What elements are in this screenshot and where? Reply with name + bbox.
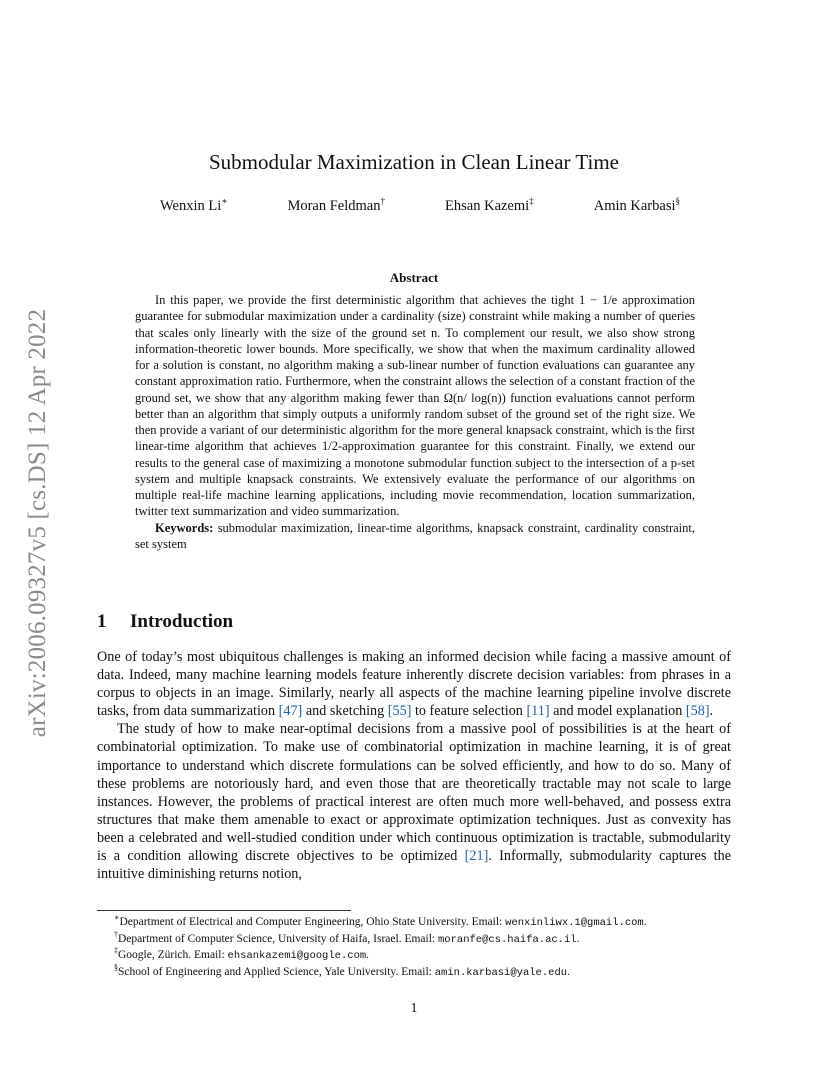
email-link[interactable]: ehsankazemi@google.com xyxy=(227,950,367,962)
text-run: . xyxy=(709,703,714,720)
keywords-text: submodular maximization, linear-time algorithms, knapsack constraint, cardinality constraint, set system xyxy=(135,520,695,551)
email-link[interactable]: moranfe@cs.haifa.ac.il xyxy=(437,933,577,946)
citation-link[interactable]: [58] xyxy=(685,703,710,720)
author-mark: ‡ xyxy=(529,196,534,207)
abstract-text: In this paper, we provide the first deterministic algorithm that achieves the tight 1 − 1/e approximation guarantee for submodular maximization under a cardinality (size) constraint while making a number of queries that scales only linearly with the size of the ground set n. To complement our result, we also show strong information-theoretic lower bounds. More specifically, we show that when the maximum cardinality allowed for a solution is constant, no algorithm making a sub-linear number of function evaluations can guarantee any constant approximation ratio. Furthermore, when the constraint allows the selection of a constant fraction of the ground set, we show that any algorithm making fewer than Ω(n/ log(n)) function evaluations cannot perform better than an algorithm that simply outputs a uniformly random subset of the ground set of the right size. We then provide a variant of our deterministic algorithm for the more general knapsack constraint, which is the first linear-time algorithm that achieves 1/2-approximation guarantee for this constraint. Finally, we extend our results to the general case of maximizing a monotone submodular function subject to the intersection of a p-set system and multiple knapsack constraints. We extensively evaluate the performance of our algorithms on multiple real-life machine learning applications, including movie recommendation, location summarization, twitter text summarization and video summarization. xyxy=(135,293,695,519)
section-number: 1 xyxy=(97,611,107,632)
abstract-heading: Abstract xyxy=(389,270,439,285)
citation-link[interactable]: [55] xyxy=(387,703,412,720)
author-mark: † xyxy=(380,196,385,207)
footnote-text: Google, Zürich. Email: xyxy=(118,949,228,961)
paper-title: Submodular Maximization in Clean Linear Time xyxy=(208,150,620,174)
author-mark: ∗ xyxy=(221,196,228,207)
footnote xyxy=(114,929,744,949)
footnote-end: . xyxy=(576,932,580,945)
email-link[interactable]: amin.karbasi@yale.edu xyxy=(434,966,568,979)
paragraph xyxy=(97,720,731,883)
citation-link[interactable]: [47] xyxy=(278,703,303,720)
citation-link[interactable]: [21] xyxy=(464,848,489,865)
introduction-body xyxy=(97,648,731,883)
section-title: Introduction xyxy=(130,611,234,632)
text-run: to feature selection xyxy=(411,703,527,720)
author-name: Wenxin Li xyxy=(160,198,222,214)
paragraph xyxy=(97,648,731,720)
text-run: The study of how to make near-optimal decisions from a massive pool of possibilities is at the heart of combinatorial optimization. To make use of combinatorial optimization in machine learning, it is of great importance to understand which discrete formulations can be solved efficiently, and how to do so. Many of these problems are notoriously hard, and even those that are theoretically tractable may not scale to large instances. However, the problems of practical interest are often much more well-behaved, and possess extra structures that make them amenable to exact or approximate optimization techniques. Just as convexity has been a celebrated and well-studied condition under which continuous optimization is tractable, submodularity is a condition allowing discrete objectives to be optimized xyxy=(97,721,731,865)
footnote-text: Department of Computer Science, University of Haifa, Israel. Email: xyxy=(118,932,438,945)
text-run: . Informally, submodularity captures the intuitive diminishing returns notion, xyxy=(97,848,731,883)
arxiv-side-stamp xyxy=(18,288,58,758)
author-name: Moran Feldman xyxy=(287,198,381,214)
text-run: and sketching xyxy=(302,703,388,720)
keywords xyxy=(135,520,695,553)
text-run: One of today’s most ubiquitous challenges is making an informed decision while facing a massive amount of data. Indeed, many machine learning models feature inherently discrete decision variables: from phrases in a corpus to objects in an image. Similarly, nearly all aspects of the machine learning pipeline involve discrete tasks, from data summarization xyxy=(97,649,731,720)
author-name: Ehsan Kazemi xyxy=(445,198,530,214)
footnote-mark: ‡ xyxy=(114,946,118,956)
section-heading xyxy=(97,611,233,633)
email-link[interactable]: wenxinliwx.1@gmail.com xyxy=(505,917,644,929)
footnote-end: . xyxy=(567,965,570,978)
footnote-divider xyxy=(97,910,351,911)
footnote-mark: § xyxy=(114,962,118,972)
footnote-mark: ∗ xyxy=(114,913,120,923)
author-name: Amin Karbasi xyxy=(593,198,676,214)
footnote-text: Department of Electrical and Computer Engineering, Ohio State University. Email: xyxy=(119,916,506,928)
author-list xyxy=(160,198,680,215)
author-mark: § xyxy=(675,196,680,207)
footnote xyxy=(114,962,744,982)
footnote-text: School of Engineering and Applied Science, Yale University. Email: xyxy=(118,965,435,978)
author xyxy=(160,198,227,215)
footnote xyxy=(114,948,744,965)
keywords-label: Keywords: xyxy=(155,520,214,535)
author xyxy=(287,198,385,215)
footnote-mark: † xyxy=(114,929,118,939)
author xyxy=(445,198,534,215)
footnotes xyxy=(114,915,744,981)
footnote-end: . xyxy=(366,949,370,961)
arxiv-identifier: arXiv:2006.09327v5 [cs.DS] 12 Apr 2022 xyxy=(24,308,51,738)
footnote xyxy=(114,915,744,932)
citation-link[interactable]: [11] xyxy=(526,703,550,720)
text-run: and model explanation xyxy=(549,703,686,720)
footnote-end: . xyxy=(643,916,647,928)
author xyxy=(594,198,680,215)
abstract-body xyxy=(135,292,695,552)
page-number: 1 xyxy=(410,1001,418,1016)
